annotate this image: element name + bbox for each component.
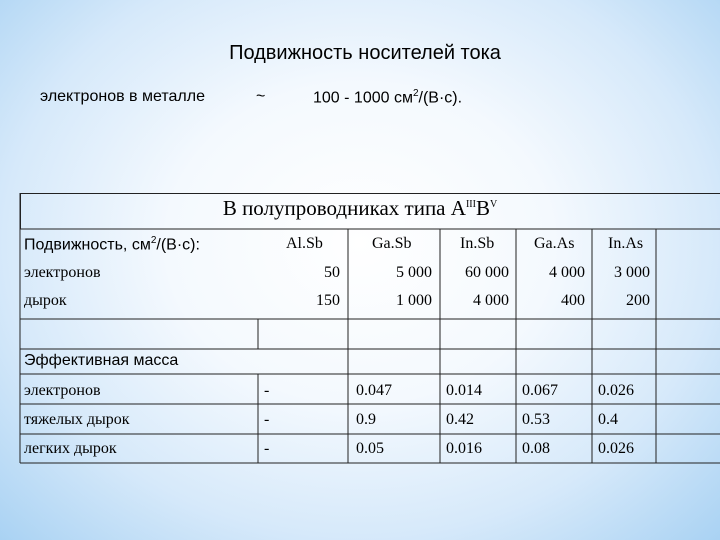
table-cell: 50 — [324, 264, 340, 281]
semi-title-sup1: III — [465, 199, 476, 210]
table-cell: 0.53 — [522, 411, 550, 428]
table-cell: 4 000 — [549, 264, 585, 281]
mobility-header-text: Подвижность, см — [24, 236, 151, 254]
row-label-heavy-holes: тяжелых дырок — [24, 411, 130, 428]
table-cell: - — [264, 382, 270, 399]
semi-title-b: B — [475, 196, 490, 220]
row-label-mass-electrons: электронов — [24, 382, 101, 399]
metal-value-text: 100 - 1000 см — [313, 89, 413, 107]
metal-approx-sign: ~ — [256, 88, 266, 105]
table-cell: 0.014 — [446, 382, 482, 399]
semi-title-prefix: В полупроводниках типа А — [222, 196, 466, 220]
mobility-header-unit: /(В·с): — [156, 236, 200, 254]
column-header-insb: In.Sb — [460, 235, 495, 252]
table-cell: 0.047 — [356, 382, 392, 399]
row-label-light-holes: легких дырок — [24, 440, 117, 457]
table-cell: 0.026 — [598, 440, 634, 457]
column-header-inas: In.As — [608, 235, 644, 252]
row-label-holes: дырок — [24, 292, 67, 309]
table-cell: 1 000 — [396, 292, 432, 309]
table-cell: 150 — [316, 292, 340, 309]
table-cell: 0.08 — [522, 440, 550, 457]
metal-mobility-value — [313, 88, 462, 107]
mobility-header-sup: 2 — [150, 235, 157, 246]
table-cell: 5 000 — [396, 264, 432, 281]
column-header-gaas: Ga.As — [534, 235, 575, 252]
table-cell: 0.026 — [598, 382, 634, 399]
metal-value-sup: 2 — [412, 88, 419, 99]
table-cell: - — [264, 411, 270, 428]
metal-value-unit: /(В·с). — [418, 89, 463, 107]
row-label-electrons: электронов — [24, 264, 101, 281]
table-cell: 60 000 — [465, 264, 509, 281]
semiconductor-title — [0, 196, 720, 221]
column-header-alsb: Al.Sb — [286, 235, 323, 252]
table-cell: 0.9 — [356, 411, 376, 428]
slide-title: Подвижность носителей тока — [229, 42, 501, 64]
table-cell: 0.067 — [522, 382, 558, 399]
table-cell: 200 — [626, 292, 650, 309]
table-cell: 0.05 — [356, 440, 384, 457]
table-cell: 0.016 — [446, 440, 482, 457]
semi-title-sup2: V — [489, 199, 498, 210]
column-header-gasb: Ga.Sb — [372, 235, 412, 252]
table-cell: 0.42 — [446, 411, 474, 428]
table-cell: 3 000 — [614, 264, 650, 281]
mobility-header-label — [24, 235, 200, 254]
table-cell: - — [264, 440, 270, 457]
effective-mass-title: Эффективная масса — [24, 352, 179, 369]
table-cell: 0.4 — [598, 411, 618, 428]
table-cell: 400 — [561, 292, 585, 309]
table-cell: 4 000 — [473, 292, 509, 309]
metal-label: электронов в металле — [40, 88, 205, 105]
